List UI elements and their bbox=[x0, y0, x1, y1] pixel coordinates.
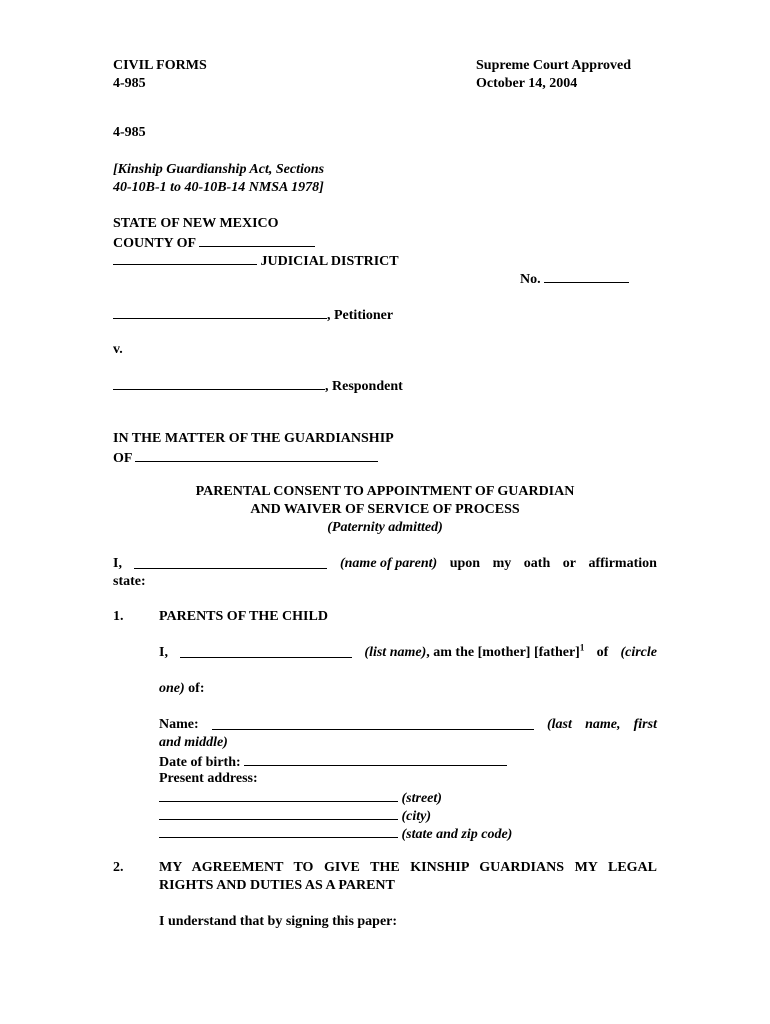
section2-heading-line1: MY AGREEMENT TO GIVE THE KINSHIP GUARDIANS MY LEGAL bbox=[159, 860, 657, 875]
respondent-label: , Respondent bbox=[325, 379, 403, 394]
city-blank[interactable] bbox=[159, 806, 398, 820]
section1-i: I, bbox=[159, 645, 168, 660]
header-civil-forms: CIVIL FORMS bbox=[113, 58, 207, 73]
case-number-line bbox=[520, 269, 629, 289]
street-blank[interactable] bbox=[159, 788, 398, 802]
state-zip-blank[interactable] bbox=[159, 824, 398, 838]
intro-word: affirmation bbox=[588, 556, 657, 571]
street-line bbox=[159, 788, 442, 808]
intro-word: my bbox=[492, 556, 512, 571]
circle-hint: (circle bbox=[620, 645, 657, 660]
state-label: STATE OF NEW MEXICO bbox=[113, 216, 279, 231]
section2-number: 2. bbox=[113, 860, 124, 875]
section1-heading: PARENTS OF THE CHILD bbox=[159, 609, 328, 624]
case-number-blank[interactable] bbox=[544, 269, 629, 283]
document-title-line1: PARENTAL CONSENT TO APPOINTMENT OF GUARDIAN bbox=[195, 484, 575, 499]
matter-line1: IN THE MATTER OF THE GUARDIANSHIP bbox=[113, 431, 394, 446]
circle-one-hint: one) bbox=[159, 681, 185, 696]
section1-of: of bbox=[596, 645, 609, 660]
header-approval: Supreme Court Approved bbox=[476, 58, 632, 73]
district-label: JUDICIAL DISTRICT bbox=[260, 254, 399, 269]
child-name-blank[interactable] bbox=[135, 448, 378, 462]
city-line bbox=[159, 806, 431, 826]
child-name-line bbox=[159, 716, 657, 734]
matter-of-label: OF bbox=[113, 451, 132, 466]
section2-heading-line2: RIGHTS AND DUTIES AS A PARENT bbox=[159, 878, 395, 893]
section1-circle-one bbox=[159, 680, 205, 698]
name-hint: (last bbox=[547, 717, 572, 732]
header-date: October 14, 2004 bbox=[476, 76, 578, 91]
header-left bbox=[113, 57, 207, 93]
form-number: 4-985 bbox=[113, 125, 146, 140]
respondent-blank[interactable] bbox=[113, 376, 325, 390]
versus-label: v. bbox=[113, 342, 123, 357]
statute-line2: 40-10B-1 to 40-10B-14 NMSA 1978] bbox=[113, 180, 324, 195]
section1-of-colon: of: bbox=[188, 681, 205, 696]
respondent-line bbox=[113, 376, 403, 396]
dob-blank[interactable] bbox=[244, 752, 507, 766]
child-full-name-blank[interactable] bbox=[212, 716, 534, 730]
address-label: Present address: bbox=[159, 771, 258, 786]
intro-word: upon bbox=[449, 556, 481, 571]
intro-state: state: bbox=[113, 574, 146, 589]
intro-i: I, bbox=[113, 556, 122, 571]
intro-word: or bbox=[562, 556, 576, 571]
section1-relation bbox=[364, 644, 584, 662]
dob-label: Date of birth: bbox=[159, 755, 241, 770]
statute-line1: [Kinship Guardianship Act, Sections bbox=[113, 162, 325, 177]
district-blank[interactable] bbox=[113, 251, 257, 265]
statute-reference bbox=[113, 161, 324, 197]
document-title-paternity: (Paternity admitted) bbox=[327, 520, 443, 535]
parent-name-blank[interactable] bbox=[134, 555, 327, 569]
footnote-marker: 1 bbox=[579, 642, 585, 653]
county-label: COUNTY OF bbox=[113, 236, 196, 251]
petitioner-line bbox=[113, 305, 393, 325]
section1-parent-line bbox=[159, 644, 657, 662]
list-name-hint: (list name) bbox=[364, 645, 427, 660]
petitioner-label: , Petitioner bbox=[327, 308, 394, 323]
county-line bbox=[113, 233, 315, 253]
name-hint: first bbox=[633, 717, 657, 732]
parent-list-name-blank[interactable] bbox=[180, 644, 352, 658]
state-zip-line bbox=[159, 824, 512, 844]
district-line bbox=[113, 251, 399, 271]
document-title-line2: AND WAIVER OF SERVICE OF PROCESS bbox=[250, 502, 520, 517]
city-hint: (city) bbox=[401, 809, 432, 824]
matter-line2 bbox=[113, 448, 394, 468]
state-zip-hint: (state and zip code) bbox=[401, 827, 513, 842]
dob-line bbox=[159, 752, 507, 772]
county-blank[interactable] bbox=[199, 233, 315, 247]
case-number-label: No. bbox=[520, 272, 541, 287]
name-hint-middle: and middle) bbox=[159, 735, 228, 750]
intro-line bbox=[113, 555, 657, 573]
petitioner-blank[interactable] bbox=[113, 305, 327, 319]
mother-father-choice[interactable]: , am the [mother] [father] bbox=[426, 645, 580, 660]
header-form-number: 4-985 bbox=[113, 76, 146, 91]
street-hint: (street) bbox=[401, 791, 442, 806]
name-hint: name, bbox=[585, 717, 621, 732]
section2-understand: I understand that by signing this paper: bbox=[159, 914, 398, 929]
section1-number: 1. bbox=[113, 609, 124, 624]
header-right bbox=[476, 57, 631, 93]
intro-name-hint: (name of parent) bbox=[339, 556, 438, 571]
intro-word: oath bbox=[523, 556, 551, 571]
child-name-label: Name: bbox=[159, 717, 199, 732]
matter-caption bbox=[113, 430, 394, 468]
